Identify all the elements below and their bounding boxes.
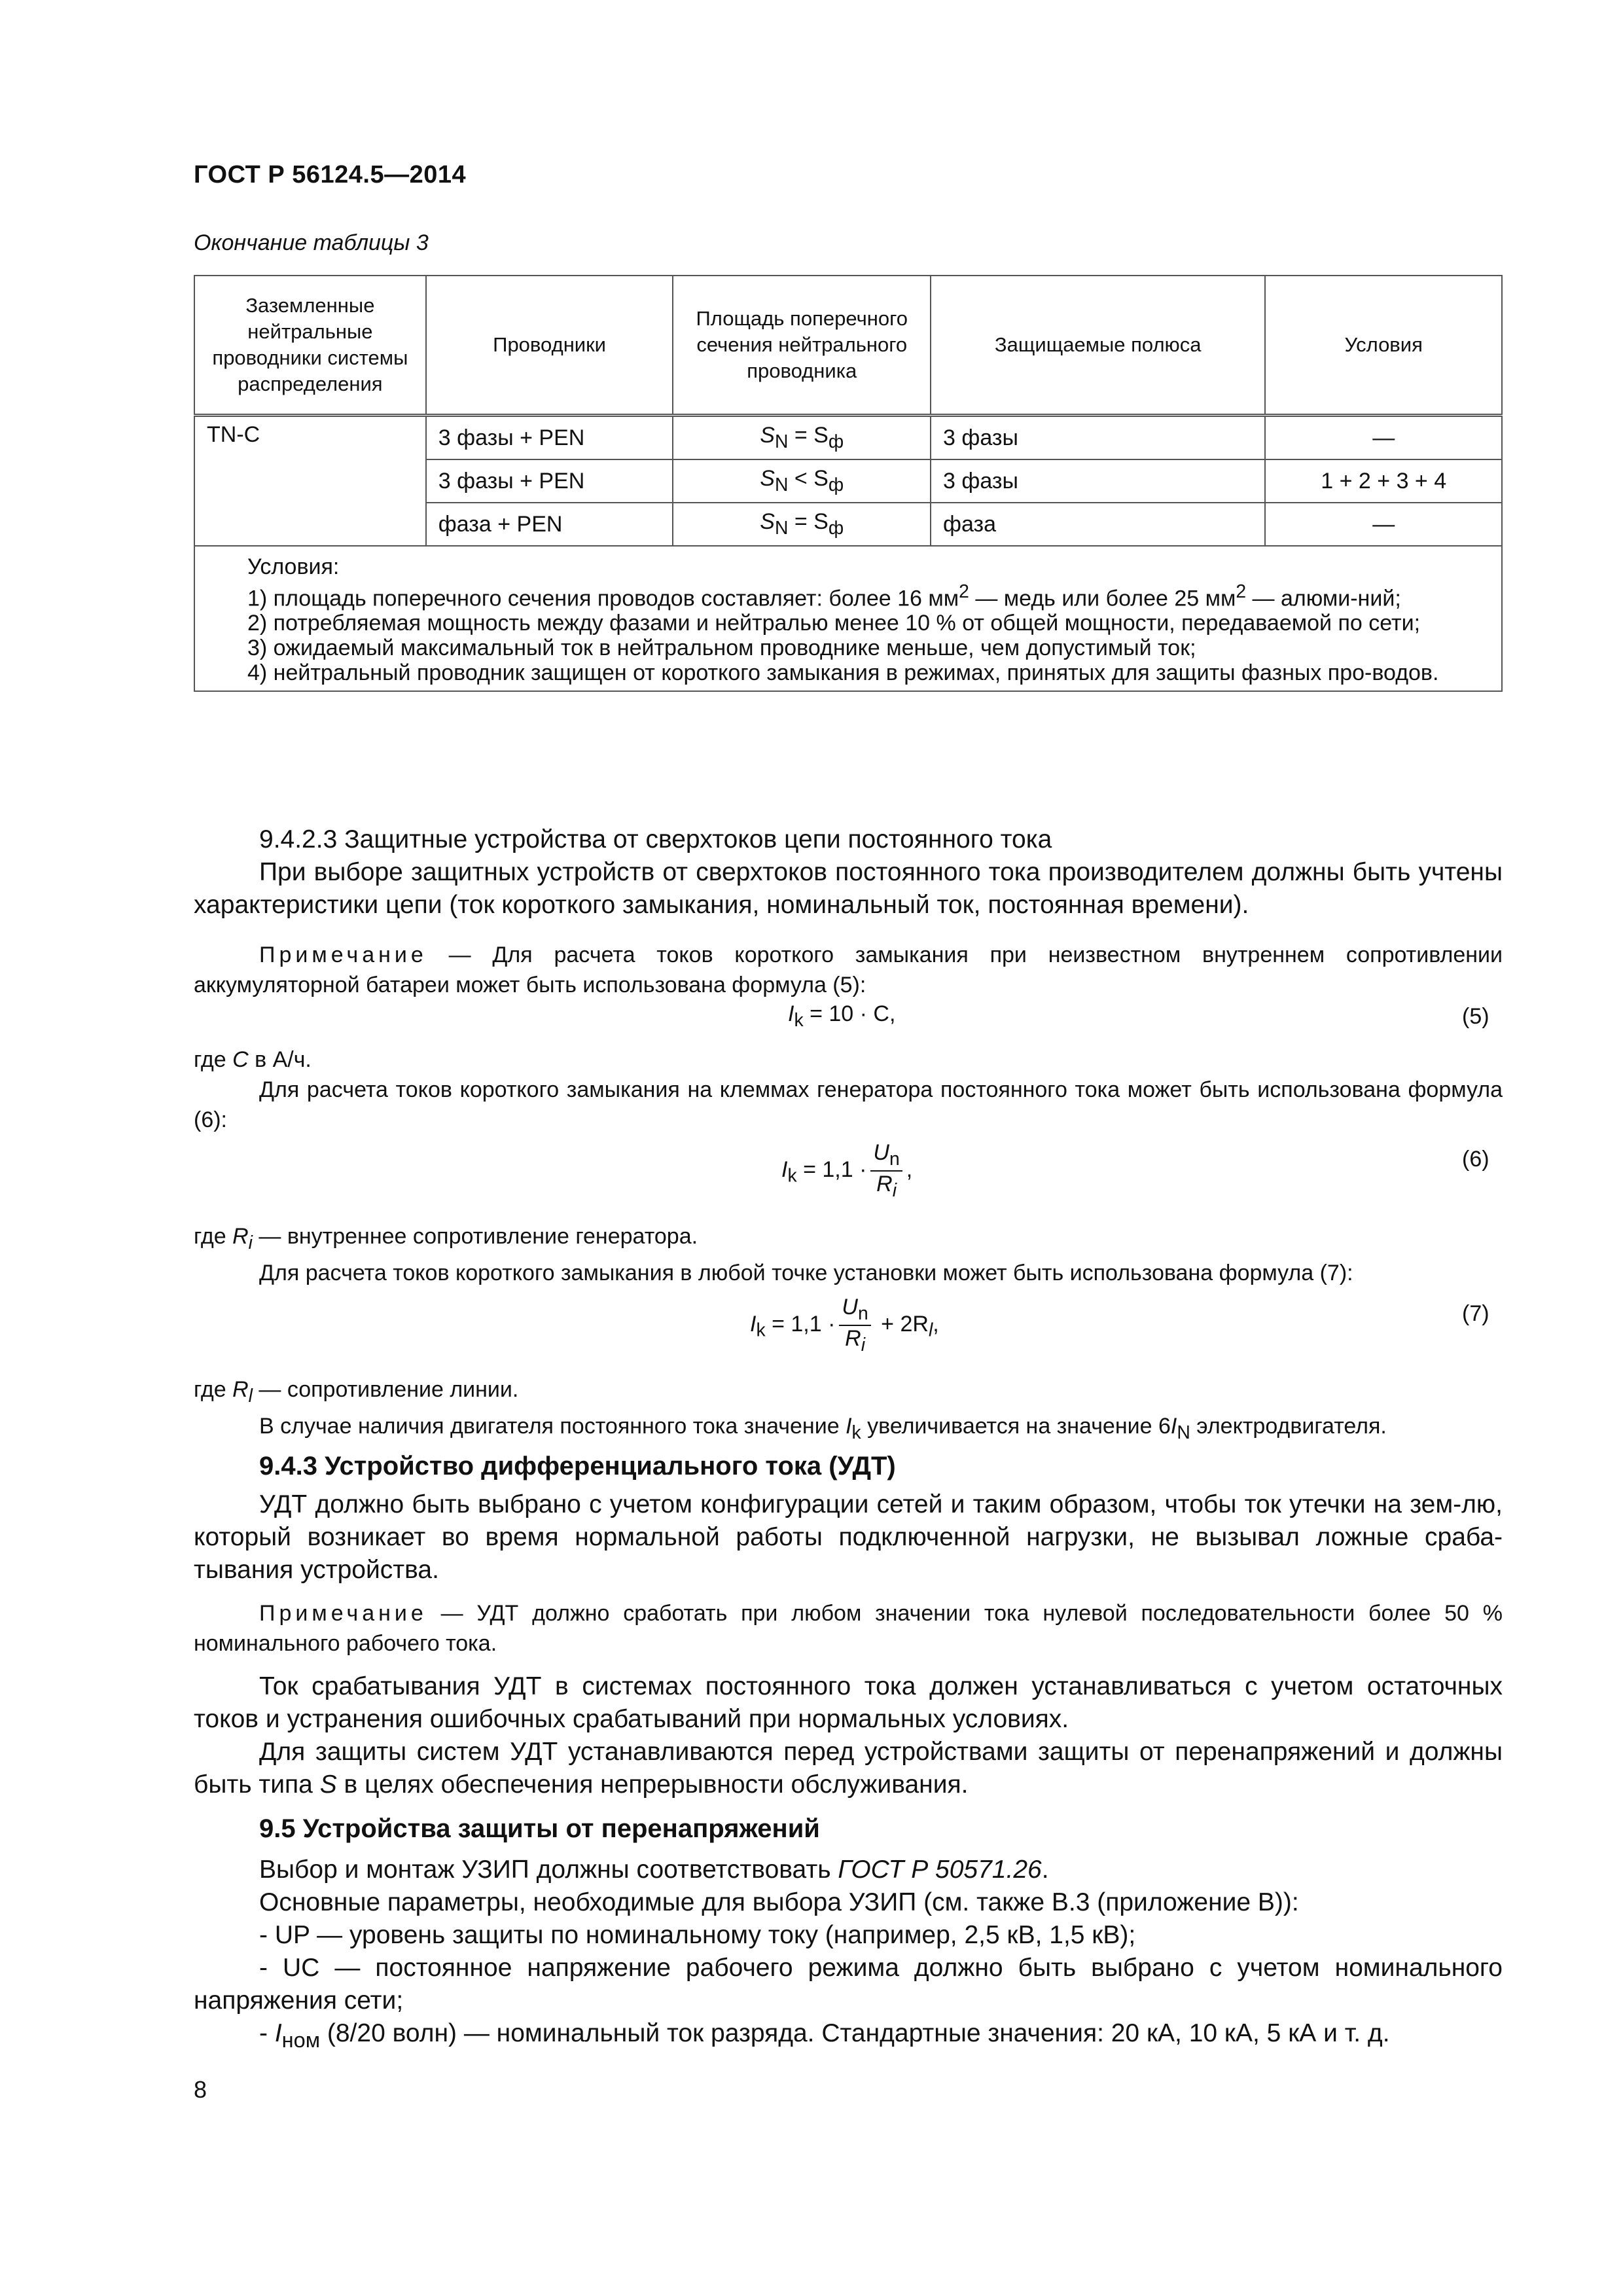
conditions-cell: 1 + 2 + 3 + 4 [1265,459,1502,503]
where-6: где $R_i$ — внутреннее сопротивление генератора. Для расчета токов короткого замыкания в любой точке установки может быть использована формула (7): [194,1224,1353,1285]
conductors-cell: 3 фазы + PEN [426,416,673,460]
poles-cell: 3 фазы [931,459,1265,503]
note-block: Примечание — Для расчета токов короткого замыкания при неизвестном внутреннем сопротивлении аккумуляторной батареи может быть использована формула (5): [194,942,1503,997]
column-header: Проводники [426,276,673,416]
section-9-5 [194,1854,1503,2056]
table-notes-row [194,546,1502,691]
table-notes: Условия: 1) площадь поперечного сечения проводов составляет: более 16 $мм^2$ — медь или более 25 $мм^2$ — алюми-ний; 2) потребляемая мощность между фазами и нейтралью менее 10 % от общей мощности, передаваемой по сети; 3) ожидаемый максимальный ток в нейтральном проводнике меньше, чем допустимый ток; 4) нейтральный проводник защищен от короткого замыкания в режимах, принятых для защиты фазных про-водов. [194,546,1502,691]
conductors-cell: 3 фазы + PEN [426,459,673,503]
conductors-cell: фаза + PEN [426,503,673,546]
list-item: - UC — постоянное напряжение рабочего режима должно быть выбрано с учетом номинального напряжения сети; [194,1954,1503,2015]
table-3 [194,275,1503,692]
column-header: Площадь поперечного сечения нейтрального проводника [673,276,931,416]
system-cell: TN-C [194,416,426,547]
where-7: где $R_l$ — сопротивление линии. В случае наличия двигателя постоянного тока значение $I_k$ увеличивается на значение $6I_N$ электродвигателя. [194,1377,1387,1443]
formula-5: $I_k = 10 \cdot C$, [788,1001,896,1031]
section-9-4-3-cont [194,1670,1503,1801]
section-9-5-title: 9.5 Устройства защиты от перенапряжений [259,1814,820,1843]
table-header-row [194,276,1502,416]
column-header: Заземленные нейтральные проводники системы распределения [194,276,426,416]
where-5: где C в А/ч. Для расчета токов короткого замыкания на клеммах генератора постоянного тока может быть использована формула (6): [194,1047,1503,1132]
table-row [194,416,1502,460]
paragraph: Для защиты систем УДТ устанавливаются перед устройствами защиты от перенапряжений и должны быть типа S в целях обеспечения непрерывности обслуживания. [194,1738,1503,1799]
equation-number: (6) [1462,1147,1489,1172]
area-cell: $S_N = S_ф$ [673,416,931,460]
formula-7: $I_k = 1,1$ · $\frac{U_n}{R_i}$ + $2R_l$, [750,1295,939,1355]
column-header: Защищаемые полюса [931,276,1265,416]
equation-number: (7) [1462,1301,1489,1326]
area-cell: $S_N < S_ф$ [673,459,931,503]
paragraph: Основные параметры, необходимые для выбора УЗИП (см. также В.3 (приложение В)): [259,1888,1299,1916]
section-9-4-3 [194,1488,1503,1587]
section-9-4-2-3 [194,823,1503,922]
column-header: Условия [1265,276,1502,416]
list-item: - $I_{ном}$ (8/20 волн) — номинальный ток разряда. Стандартные значения: 20 кА, 10 кА, 5 кА и т. д. [259,2019,1390,2052]
paragraph: Ток срабатывания УДТ в системах постоянного тока должен устанавливаться с учетом остаточных токов и устранения ошибочных срабатываний при нормальных условиях. [194,1672,1503,1733]
poles-cell: 3 фазы [931,416,1265,460]
formula-6: $I_k = 1,1$ · $\frac{U_n}{R_i}$ , [781,1140,913,1201]
document-header: ГОСТ Р 56124.5—2014 [194,161,467,188]
table-caption: Окончание таблицы 3 [194,230,429,255]
page-number: 8 [194,2076,207,2103]
conditions-cell: — [1265,416,1502,460]
conditions-cell: — [1265,503,1502,546]
area-cell: $S_N = S_ф$ [673,503,931,546]
paragraph: Выбор и монтаж УЗИП должны соответствовать ГОСТ Р 50571.26. [259,1856,1049,1884]
note-block: Примечание — УДТ должно сработать при любом значении тока нулевой последовательности более 50 % номинального рабочего тока. [194,1601,1503,1656]
paragraph: УДТ должно быть выбрано с учетом конфигурации сетей и таким образом, чтобы ток утечки на зем-лю, который возникает во время нормальной работы подключенной нагрузки, не вызывал ложные сраба-тывания устройства. [194,1490,1503,1584]
list-item: - UP — уровень защиты по номинальному току (например, 2,5 кВ, 1,5 кВ); [259,1921,1136,1949]
section-9-4-3-title: 9.4.3 Устройство дифференциального тока (УДТ) [259,1452,896,1480]
paragraph: При выборе защитных устройств от сверхтоков постоянного тока производителем должны быть учтены характеристики цепи (ток короткого замыкания, номинальный ток, постоянная времени). [194,858,1503,919]
equation-number: (5) [1462,1004,1489,1029]
section-title: 9.4.2.3 Защитные устройства от сверхтоков цепи постоянного тока [259,825,1052,853]
poles-cell: фаза [931,503,1265,546]
